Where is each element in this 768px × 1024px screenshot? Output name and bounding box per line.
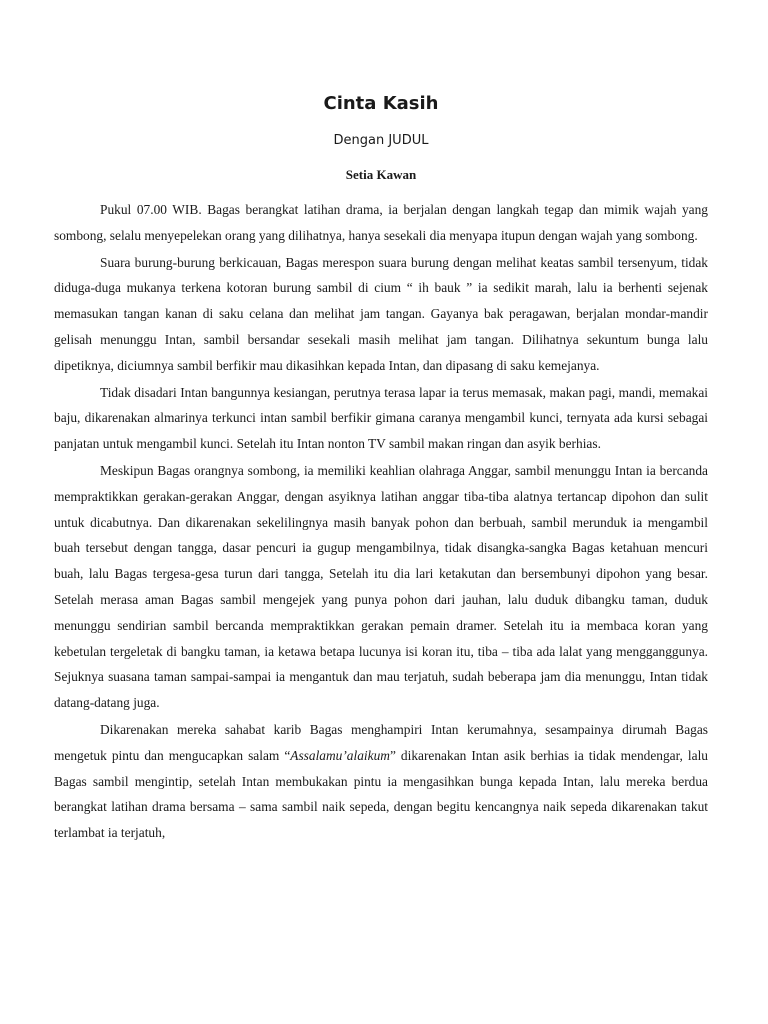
paragraph-2: Suara burung-burung berkicauan, Bagas merespon suara burung dengan melihat keatas sambil tersenyum, tidak diduga-duga mukanya terkena kotoran burung sambil di cium “ ih bauk ” ia sedikit marah, lalu ia berhenti sejenak memasukan tangan kanan di saku celana dan melihat jam tangan. Gayanya bak peragawan, berjalan mondar-mandir gelisah menunggu Intan, sambil bersandar sesekali masih melihat jam tangan. Dilihatnya sekuntum bunga lalu dipetiknya, diciumnya sambil berfikir mau dikasihkan kepada Intan, dan dipasang di saku kemejanya. bbox=[54, 254, 708, 373]
paragraph-4: Meskipun Bagas orangnya sombong, ia memiliki keahlian olahraga Anggar, sambil menunggu Intan ia bercanda mempraktikkan gerakan-gerakan Anggar, dengan asyiknya latihan anggar tiba-tiba alatnya tertancap dipohon dan sulit untuk dicabutnya. Dan dikarenakan sekelilingnya masih banyak pohon dan berbuah, sambil merunduk ia mengambil buah tersebut dengan tangga, dasar pencuri ia gugup mengambilnya, tidak disangka-sangka Bagas ketahuan mencuri buah, lalu Bagas tergesa-gesa turun dari tangga, Setelah itu dia lari ketakutan dan bersembunyi dipohon yang besar. Setelah merasa aman Bagas sambil mengejek yang punya pohon dari jauhan, lalu duduk dibangku taman, duduk menunggu sendirian sambil bercanda mempraktikkan gerakan pemain dramer. Setelah itu ia membaca koran yang kebetulan tergeletak di bangku taman, ia ketawa betapa lucunya isi koran itu, tiba – tiba ada lalat yang mengganggunya. Sejuknya suasana taman sampai-sampai ia mengantuk dan mau terjatuh, sudah beberapa jam dia menunggu, Intan tidak datang-datang juga. bbox=[54, 462, 708, 711]
document-title: Cinta Kasih bbox=[323, 93, 439, 114]
paragraph-5-greeting: Assalamu’alaikum bbox=[290, 747, 390, 763]
paragraph-5-text-before: Dikarenakan mereka sahabat karib Bagas menghampiri Intan kerumahnya, sesampainya dirumah Bagas mengetuk pintu dan mengucapkan salam “ bbox=[54, 721, 708, 763]
section-title: Setia Kawan bbox=[345, 167, 417, 182]
paragraph-3: Tidak disadari Intan bangunnya kesiangan, perutnya terasa lapar ia terus memasak, makan pagi, mandi, memakai baju, dikarenakan almarinya terkunci intan sambil berfikir gimana caranya mengambil kunci, ternyata ada kursi sebagai panjatan untuk mengambil kunci. Setelah itu Intan nonton TV sambil makan ringan dan asyik berhias. bbox=[54, 384, 708, 452]
document-body bbox=[54, 197, 708, 846]
paragraph-5 bbox=[54, 717, 708, 846]
paragraph-5-text-after: ” dikarenakan Intan asik berhias ia tidak mendengar, lalu Bagas sambil mengintip, setelah Intan membukakan pintu ia mengasihkan bunga kepada Intan, lalu mereka berdua berangkat latihan drama bersama – sama sambil naik sepeda, dengan begitu kencangnya naik sepeda dikarenakan takut terlambat ia terjatuh, bbox=[54, 747, 708, 841]
document-subtitle: Dengan JUDUL bbox=[333, 133, 429, 148]
paragraph-1: Pukul 07.00 WIB. Bagas berangkat latihan drama, ia berjalan dengan langkah tegap dan mimik wajah yang sombong, selalu menyepelekan orang yang dilihatnya, hanya sesekali dia menyapa itupun dengan wajah yang sombong. bbox=[54, 202, 708, 243]
document-page bbox=[54, 88, 708, 846]
